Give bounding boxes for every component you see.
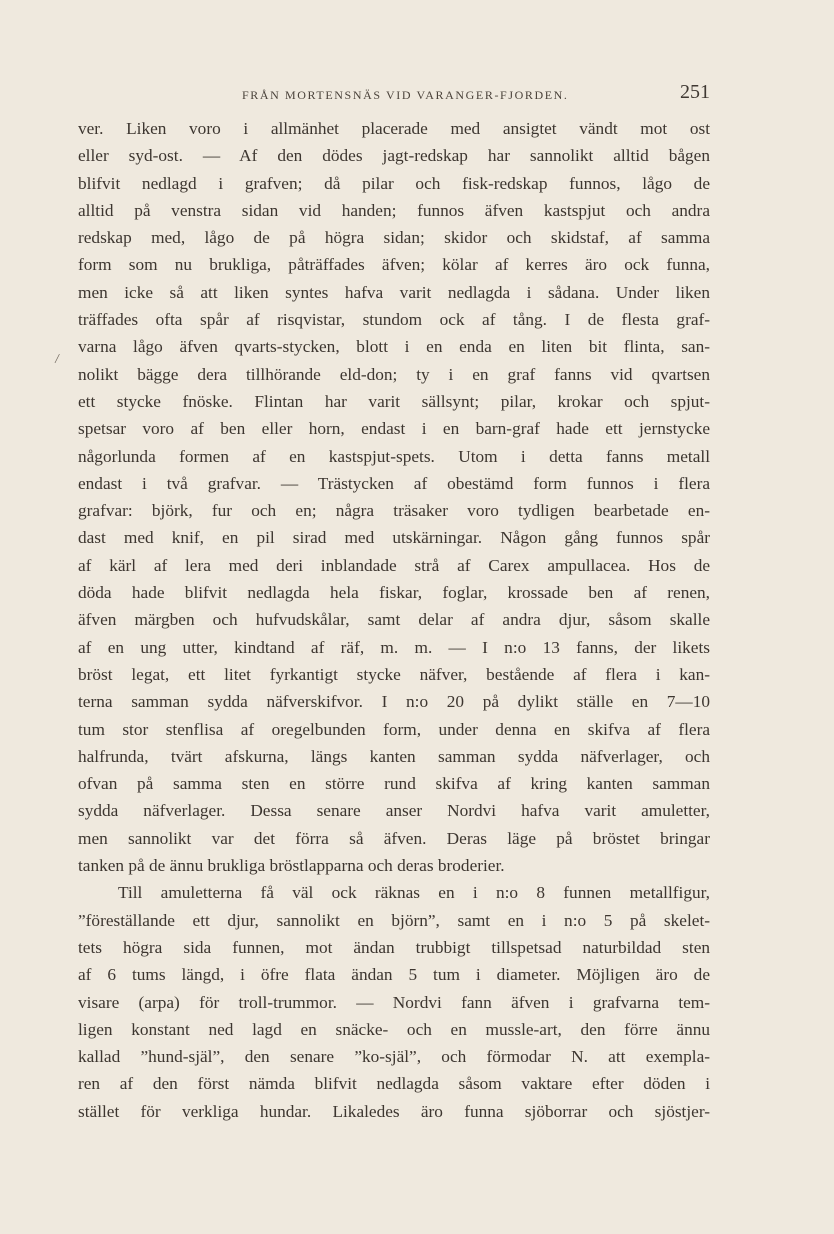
text-line: eller syd-ost. — Af den dödes jagt-redskap har sannolikt alltid bågen xyxy=(78,146,710,166)
text-line: af en ung utter, kindtand af räf, m. m. — I n:o 13 fanns, der likets xyxy=(78,637,710,657)
text-line: men icke så att liken syntes hafva varit nedlagda i sådana. Under liken xyxy=(78,282,710,302)
text-line: af kärl af lera med deri inblandade strå af Carex ampullacea. Hos de xyxy=(78,555,710,575)
text-line: form som nu brukliga, påträffades äfven; kölar af kerres äro ock funna, xyxy=(78,255,710,275)
text-line: blifvit nedlagd i grafven; då pilar och fisk-redskap funnos, lågo de xyxy=(78,173,710,193)
text-line: någorlunda formen af en kastspjut-spets. Utom i detta fanns metall xyxy=(78,446,710,466)
text-line: af 6 tums längd, i öfre flata ändan 5 tum i diameter. Möjligen äro de xyxy=(78,965,710,985)
text-line: tanken på de ännu brukliga bröstlapparna och deras broderier. xyxy=(78,856,505,876)
text-line: kallad ”hund-själ”, den senare ”ko-själ”, och förmodar N. att exempla- xyxy=(78,1047,710,1067)
text-line: nolikt bägge dera tillhörande eld-don; ty i en graf fanns vid qvartsen xyxy=(78,364,710,384)
text-line: bröst legat, ett litet fyrkantigt stycke näfver, bestående af flera i kan- xyxy=(78,664,710,684)
text-line: alltid på venstra sidan vid handen; funnos äfven kastspjut och andra xyxy=(78,200,710,220)
text-line: halfrunda, tvärt afskurna, längs kanten samman sydda näfverlager, och xyxy=(78,746,710,766)
text-line: varna lågo äfven qvarts-stycken, blott i en enda en liten bit flinta, san- xyxy=(78,337,710,357)
text-line: Till amuletterna få väl ock räknas en i n:o 8 funnen metallfigur, xyxy=(118,883,710,903)
text-line: endast i två grafvar. — Trästycken af obestämd form funnos i flera xyxy=(78,473,710,493)
text-line: äfven märgben och hufvudskålar, samt delar af andra djur, såsom skalle xyxy=(78,610,710,630)
running-title: FRÅN MORTENSNÄS VID VARANGER-FJORDEN. xyxy=(242,88,569,102)
text-line: ofvan på samma sten en större rund skifva af kring kanten samman xyxy=(78,774,710,794)
page-header xyxy=(80,80,710,108)
text-line: spetsar voro af ben eller horn, endast i en barn-graf hade ett jernstycke xyxy=(78,419,710,439)
margin-mark: / xyxy=(54,351,60,368)
text-line: redskap med, lågo de på högra sidan; skidor och skidstaf, af samma xyxy=(78,228,710,248)
text-line: tum stor stenflisa af oregelbunden form, under denna en skifva af flera xyxy=(78,719,710,739)
text-line: stället för verkliga hundar. Likaledes äro funna sjöborrar och sjöstjer- xyxy=(78,1101,710,1121)
text-line: träffades ofta spår af risqvistar, stundom ock af tång. I de flesta graf- xyxy=(78,310,710,330)
text-line: sydda näfverlager. Dessa senare anser Nordvi hafva varit amuletter, xyxy=(78,801,710,821)
text-line: grafvar: björk, fur och en; några träsaker voro tydligen bearbetade en- xyxy=(78,501,710,521)
text-line: visare (arpa) för troll-trummor. — Nordvi fann äfven i grafvarna tem- xyxy=(78,992,710,1012)
text-line: ligen konstant ned lagd en snäcke- och en mussle-art, den förre ännu xyxy=(78,1019,710,1039)
text-line: dast med knif, en pil sirad med utskärningar. Någon gång funnos spår xyxy=(78,528,710,548)
text-line: ett stycke fnöske. Flintan har varit sällsynt; pilar, krokar och spjut- xyxy=(78,391,710,411)
page-number: 251 xyxy=(680,81,710,103)
text-line: ver. Liken voro i allmänhet placerade med ansigtet vändt mot ost xyxy=(78,119,710,138)
text-line: terna samman sydda näfverskifvor. I n:o 20 på dylikt ställe en 7—10 xyxy=(78,692,710,712)
text-line: men sannolikt var det förra så äfven. Deras läge på bröstet bringar xyxy=(78,828,710,848)
text-line: ren af den först nämda blifvit nedlagda såsom vaktare efter döden i xyxy=(78,1074,710,1094)
text-line: ”föreställande ett djur, sannolikt en björn”, samt en i n:o 5 på skelet- xyxy=(78,910,710,930)
text-line: tets högra sida funnen, mot ändan trubbigt tillspetsad naturbildad sten xyxy=(78,937,710,957)
text-line: döda hade blifvit nedlagda hela fiskar, foglar, krossade ben af renen, xyxy=(78,583,710,603)
body-text xyxy=(78,115,710,1125)
